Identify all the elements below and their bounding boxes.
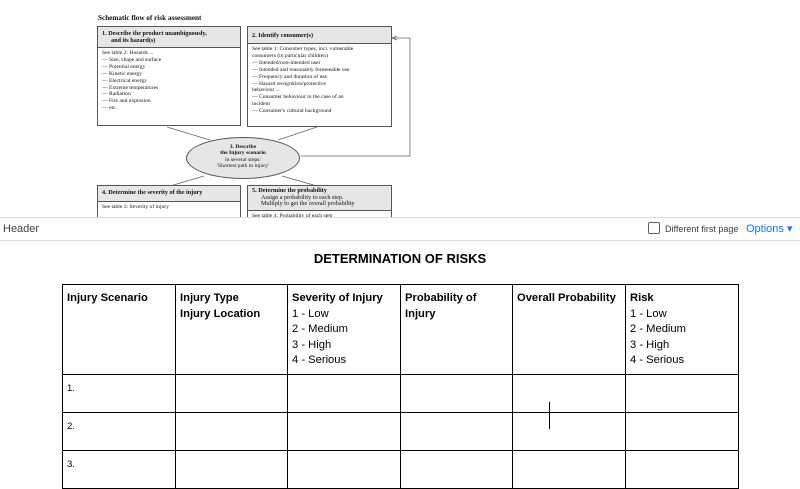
header-cell-probability[interactable]: Probability of Injury: [401, 285, 513, 375]
document-title[interactable]: DETERMINATION OF RISKS: [313, 251, 487, 266]
table-cell[interactable]: [513, 375, 626, 413]
table-row: [63, 451, 739, 489]
box1-lines: See table 2: Hazards ... — Size, shape and surface — Potential energy — Kinetic energy — Electrical energy — Extreme temperatures — Radiation — Fire and explosion — etc.: [102, 50, 162, 112]
table-cell[interactable]: [626, 413, 739, 451]
row-number-cell[interactable]: 2.: [63, 413, 176, 451]
table-cell[interactable]: [176, 413, 288, 451]
header-cell-risk[interactable]: Risk 1 - Low 2 - Medium 3 - High 4 - Serious: [626, 285, 739, 375]
diagram-box-probability: 5. Determine the probability Assign a probability to each step. Multiply to get the overall probability See table 4: Probability of each step: [247, 185, 392, 217]
header-cell-injury-type[interactable]: Injury Type Injury Location: [176, 285, 288, 375]
table-cell[interactable]: [401, 375, 513, 413]
table-cell[interactable]: [626, 375, 739, 413]
table-cell[interactable]: [513, 451, 626, 489]
diagram-box-identify-consumers: 2. Identify consumer(s) See table 1: Consumer types, incl. vulnerable consumers (in particular children) — Intended/non-intended user — Intended and reasonably foreseeable use — Frequency and duration of use — Hazard recognition/protective behaviour ... — Consumer behaviour in the case of an incident — Consumer's cultural background: [247, 26, 392, 127]
risk-determination-table[interactable]: [62, 284, 739, 489]
table-cell[interactable]: [513, 413, 626, 451]
table-cell[interactable]: [176, 375, 288, 413]
table-cell[interactable]: [288, 413, 401, 451]
risk-assessment-diagram-image[interactable]: [92, 10, 412, 217]
header-label: Header: [3, 223, 40, 235]
row-number-cell[interactable]: 1.: [63, 375, 176, 413]
table-cell[interactable]: [401, 413, 513, 451]
diagram-box-severity: 4. Determine the severity of the injury See table 3: Severity of injury: [97, 185, 241, 217]
table-row: [63, 413, 739, 451]
diagram-ellipse-injury-scenario: 3. Describe the Injury scenario in several steps: 'Shortest path to injury': [186, 137, 300, 179]
table-cell[interactable]: [626, 451, 739, 489]
header-cell-injury-scenario[interactable]: Injury Scenario: [63, 285, 176, 375]
row-number-cell[interactable]: 3.: [63, 451, 176, 489]
header-cell-overall-probability[interactable]: Overall Probability: [513, 285, 626, 375]
table-cell[interactable]: [288, 375, 401, 413]
different-first-page-label[interactable]: Different first page: [665, 224, 739, 234]
diagram-title: Schematic flow of risk assessment: [98, 14, 202, 22]
header-toolbar: [0, 217, 800, 241]
header-cell-severity[interactable]: Severity of Injury 1 - Low 2 - Medium 3 - High 4 - Serious: [288, 285, 401, 375]
table-cell[interactable]: [176, 451, 288, 489]
table-row: [63, 375, 739, 413]
different-first-page-checkbox[interactable]: [648, 222, 660, 234]
table-cell[interactable]: [401, 451, 513, 489]
table-header-row: [63, 285, 739, 375]
table-cell[interactable]: [288, 451, 401, 489]
diagram-box-describe-product: 1. Describe the product unambiguously, and its hazard(s) See table 2: Hazards ... — Size, shape and surface — Potential energy — Kinetic energy — Electrical energy — Extreme temperatures — Radiation — Fire and explosion — etc.: [97, 26, 241, 126]
options-dropdown-button[interactable]: Options ▾: [746, 223, 793, 235]
box2-lines: See table 1: Consumer types, incl. vulnerable consumers (in particular children) — Intended/non-intended user — Intended and reasonably foreseeable use — Frequency and duration of use — Hazard recognition/protective behaviour ... — Consumer behaviour in the case of an incident — Consumer's cultural background: [252, 46, 354, 115]
text-cursor: [549, 402, 550, 429]
